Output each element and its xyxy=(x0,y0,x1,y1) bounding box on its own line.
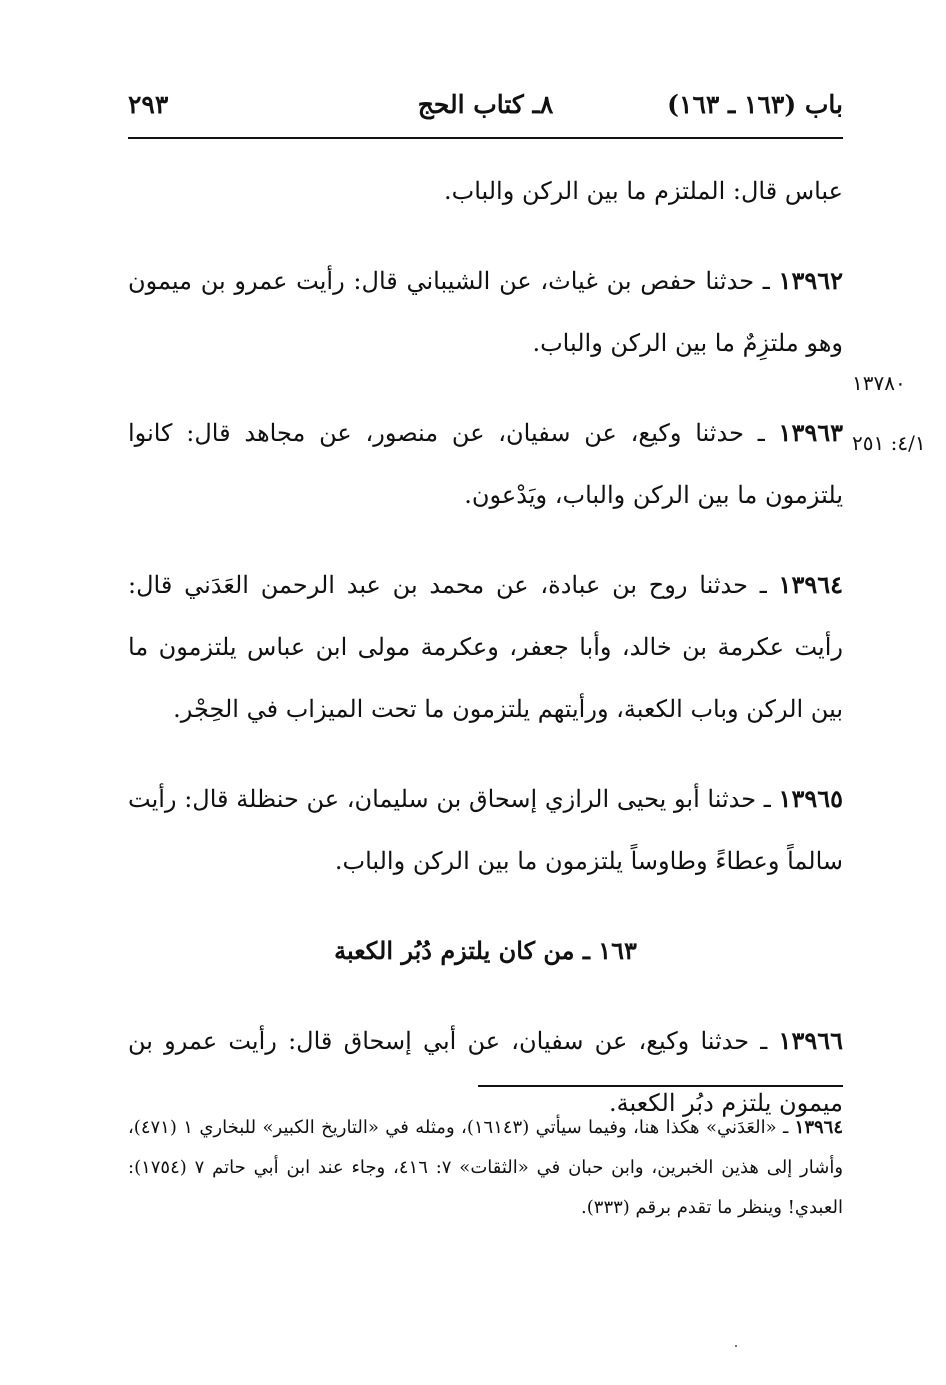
hadith-number: ١٣٩٦٢ xyxy=(778,266,843,295)
hadith-13964 xyxy=(128,554,843,740)
hadith-13963 xyxy=(128,402,843,526)
paragraph-text: عباس قال: الملتزم ما بين الركن والباب. xyxy=(443,177,843,205)
paragraph-text: ـ حدثنا روح بن عبادة، عن محمد بن عبد الرحمن العَدَني قال: رأيت عكرمة بن خالد، وأبا جعفر، وعكرمة مولى ابن عباس يلتزمون ما بين الركن وباب الكعبة، ورأيتهم يلتزمون ما تحت الميزاب في الحِجْر. xyxy=(128,571,843,723)
hadith-13965 xyxy=(128,768,843,892)
book-title: ٨ـ كتاب الحج xyxy=(417,90,554,119)
chapter-range: باب (١٦٣ ـ ١٦٣) xyxy=(667,90,843,119)
paragraph-text: ـ حدثنا أبو يحيى الرازي إسحاق بن سليمان، عن حنظلة قال: رأيت سالماً وعطاءً وطاوساً يلتزمون ما بين الركن والباب. xyxy=(128,785,843,875)
footnote-rule xyxy=(478,1085,843,1087)
footnote xyxy=(128,1108,843,1228)
hadith-number: ١٣٩٦٤ xyxy=(778,570,843,599)
hadith-number: ١٣٩٦٦ xyxy=(778,1026,843,1055)
hadith-number: ١٣٩٦٣ xyxy=(778,418,843,447)
page-body xyxy=(128,160,843,1162)
page-header xyxy=(128,80,843,130)
scan-speck xyxy=(735,1345,737,1347)
paragraph-continuation xyxy=(128,160,843,222)
section-heading: ١٦٣ ـ من كان يلتزم دُبُر الكعبة xyxy=(334,936,637,965)
paragraph-text: ـ حدثنا وكيع، عن سفيان، عن منصور، عن مجاهد قال: كانوا يلتزمون ما بين الركن والباب، ويَدْعون. xyxy=(128,419,843,509)
paragraph-text: ـ حدثنا حفص بن غياث، عن الشيباني قال: رأيت عمرو بن ميمون وهو ملتزِمٌ ما بين الركن والباب. xyxy=(128,267,843,357)
header-rule xyxy=(128,137,843,139)
page-number: ٢٩٣ xyxy=(128,90,169,119)
hadith-13962 xyxy=(128,250,843,374)
margin-ref-number: ١٣٧٨٠ xyxy=(852,371,906,395)
hadith-number: ١٣٩٦٥ xyxy=(778,784,843,813)
footnote-number: ١٣٩٦٤ xyxy=(794,1117,844,1138)
margin-ref-location: ٤/١: ٢٥١ xyxy=(852,431,926,455)
footnote-text: ـ «العَدَني» هكذا هنا، وفيما سيأتي (١٦١٤٣)، ومثله في «التاريخ الكبير» للبخاري ١ (٤٧١)، وأشار إلى هذين الخبرين، وابن حبان في «الثقات» ٧: ٤١٦، وجاء عند ابن أبي حاتم ٧ (١٧٥٤): العبدي! وينظر ما تقدم برقم (٣٣٣). xyxy=(128,1117,844,1218)
paragraph-text: ـ حدثنا وكيع، عن سفيان، عن أبي إسحاق قال: رأيت عمرو بن ميمون يلتزم دبُر الكعبة. xyxy=(128,1027,843,1117)
